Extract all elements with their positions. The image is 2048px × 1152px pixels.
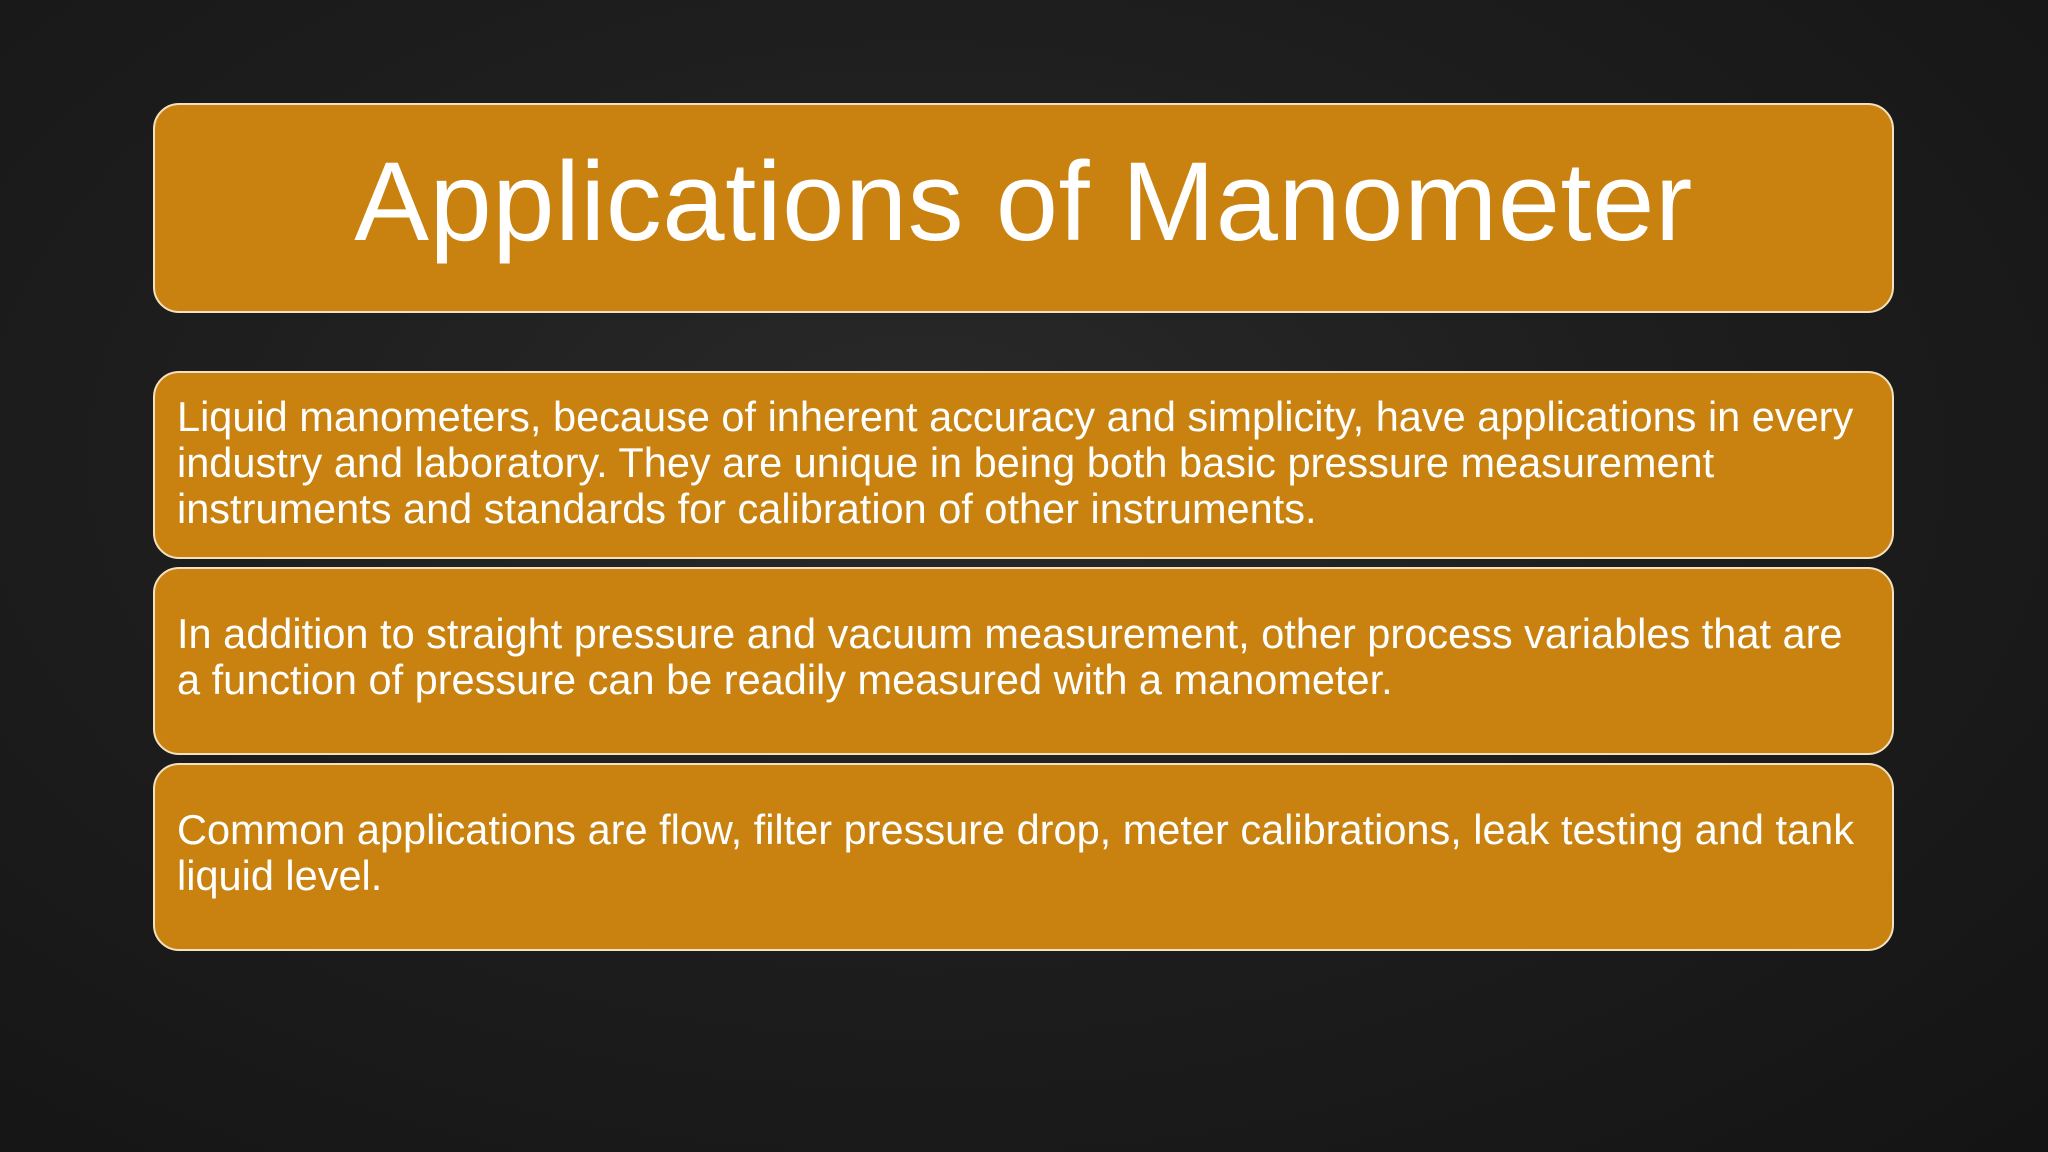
content-box-1 bbox=[153, 371, 1894, 559]
paragraph-3: Common applications are flow, filter pressure drop, meter calibrations, leak testing and tank liquid level. bbox=[177, 806, 1854, 899]
paragraph-2: In addition to straight pressure and vacuum measurement, other process variables that are a function of pressure can be readily measured with a manometer. bbox=[177, 610, 1843, 703]
content-box-3 bbox=[153, 763, 1894, 951]
title-box bbox=[153, 103, 1894, 313]
paragraph-1: Liquid manometers, because of inherent accuracy and simplicity, have applications in every industry and laboratory. They are unique in being both basic pressure measurement instruments and standards for calibration of other instruments. bbox=[177, 393, 1854, 532]
content-box-2 bbox=[153, 567, 1894, 755]
slide-title: Applications of Manometer bbox=[354, 139, 1693, 264]
